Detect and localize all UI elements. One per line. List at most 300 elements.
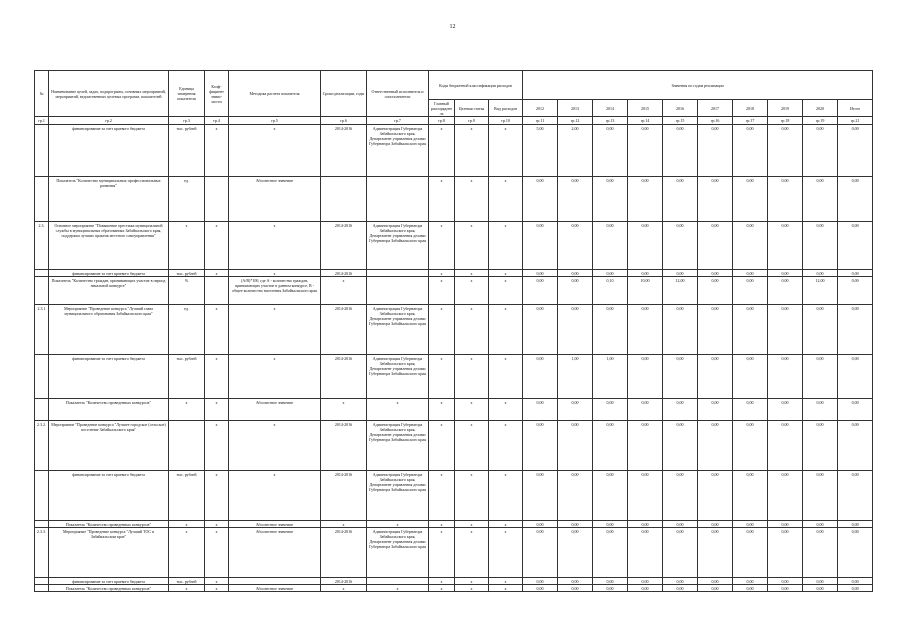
- row-executor: Администрация Губернатора Забайкальского края, Департамент управления делами Губернатора Забайкальского края: [367, 125, 429, 177]
- row-kbk-type: х: [489, 578, 523, 585]
- row-coef: х: [205, 270, 229, 277]
- row-kbk-type: х: [489, 421, 523, 471]
- row-value: 0,00: [838, 270, 873, 277]
- row-kbk-main: х: [429, 471, 455, 521]
- row-kbk-article: х: [455, 528, 489, 578]
- row-value: 0,00: [523, 270, 558, 277]
- row-value: 0,00: [628, 521, 663, 528]
- table-row: [35, 399, 873, 421]
- row-name: Мероприятие "Проведение конкурса "Лучший ТОС в Забайкальском крае": [49, 528, 169, 578]
- row-executor: Администрация Губернатора Забайкальского края, Департамент управления делами Губернатора Забайкальского края: [367, 305, 429, 355]
- row-value: 0,00: [838, 222, 873, 270]
- table-row: [35, 585, 873, 592]
- row-value: 0,00: [698, 471, 733, 521]
- row-kbk-type: х: [489, 521, 523, 528]
- row-kbk-article: х: [455, 125, 489, 177]
- row-value: 0,00: [663, 270, 698, 277]
- header-year: 2017: [698, 100, 733, 117]
- row-value: 0,00: [558, 270, 593, 277]
- table-row: [35, 528, 873, 578]
- row-period: х: [321, 399, 367, 421]
- row-value: 0,00: [628, 270, 663, 277]
- column-number: гр.4: [205, 117, 229, 125]
- row-value: 0,00: [733, 528, 768, 578]
- row-value: 0,00: [593, 399, 628, 421]
- header-row-1: [35, 71, 873, 100]
- row-value: 0,00: [558, 528, 593, 578]
- row-number: [35, 355, 49, 399]
- header-values: Значения по годам реализации: [523, 71, 873, 100]
- row-kbk-type: х: [489, 399, 523, 421]
- row-value: 10,00: [628, 277, 663, 305]
- row-value: 0,00: [838, 421, 873, 471]
- row-unit: тыс. рублей: [169, 125, 205, 177]
- row-name: Показатель "Количество проведенных конкурсов": [49, 399, 169, 421]
- row-executor: [367, 270, 429, 277]
- row-value: 0,00: [768, 578, 803, 585]
- row-value: 0,00: [768, 277, 803, 305]
- row-value: 0,00: [558, 177, 593, 222]
- row-value: 0,00: [593, 471, 628, 521]
- row-kbk-type: х: [489, 528, 523, 578]
- row-value: 0,00: [663, 521, 698, 528]
- header-unit: Единица измерения показателя: [169, 71, 205, 117]
- row-value: 0,00: [768, 421, 803, 471]
- row-value: 0,00: [663, 305, 698, 355]
- row-value: 0,00: [768, 585, 803, 592]
- row-value: 0,00: [558, 585, 593, 592]
- row-value: 0,00: [733, 585, 768, 592]
- row-name: Мероприятие "Проведение конкурса "Лучшее городское (сельское) поселение Забайкальского края": [49, 421, 169, 471]
- row-value: 0,00: [523, 528, 558, 578]
- row-kbk-article: х: [455, 471, 489, 521]
- row-executor: Администрация Губернатора Забайкальского края, Департамент управления делами Губернатора Забайкальского края: [367, 528, 429, 578]
- row-value: 0,00: [628, 585, 663, 592]
- row-kbk-main: х: [429, 125, 455, 177]
- row-unit: %: [169, 277, 205, 305]
- row-unit: тыс. рублей: [169, 355, 205, 399]
- row-period: 2014-2016: [321, 125, 367, 177]
- row-coef: х: [205, 222, 229, 270]
- row-unit: тыс. рублей: [169, 471, 205, 521]
- row-name: Мероприятие "Проведение конкурса "Лучший глава муниципального образования Забайкальского края": [49, 305, 169, 355]
- row-value: 0,00: [663, 471, 698, 521]
- row-value: 0,00: [593, 421, 628, 471]
- row-value: 0,00: [558, 305, 593, 355]
- row-value: 0,00: [768, 270, 803, 277]
- column-number: гр.5: [229, 117, 321, 125]
- row-coef: х: [205, 521, 229, 528]
- table-row: [35, 578, 873, 585]
- row-coef: х: [205, 528, 229, 578]
- row-executor: х: [367, 399, 429, 421]
- row-value: 0,00: [523, 177, 558, 222]
- row-period: х: [321, 277, 367, 305]
- row-method: [229, 578, 321, 585]
- row-value: 0,00: [803, 305, 838, 355]
- row-executor: Администрация Губернатора Забайкальского края, Департамент управления делами Губернатора Забайкальского края: [367, 421, 429, 471]
- row-value: 0,00: [593, 305, 628, 355]
- header-year: 2015: [628, 100, 663, 117]
- row-value: 0,00: [698, 177, 733, 222]
- row-period: 2014-2016: [321, 270, 367, 277]
- row-value: 0,00: [733, 125, 768, 177]
- table-row: [35, 270, 873, 277]
- column-number: гр.9: [455, 117, 489, 125]
- row-method: Абсолютное значение: [229, 399, 321, 421]
- header-executor: Ответственный исполнитель и соисполнители: [367, 71, 429, 117]
- header-kbk-col: Вид расходов: [489, 100, 523, 117]
- row-method: х: [229, 471, 321, 521]
- row-period: 2014-2016: [321, 471, 367, 521]
- row-period: 2014-2016: [321, 528, 367, 578]
- row-method: х: [229, 125, 321, 177]
- row-value: 0,00: [838, 399, 873, 421]
- row-unit: ед.: [169, 305, 205, 355]
- row-value: 0,00: [593, 125, 628, 177]
- row-value: 0,00: [838, 177, 873, 222]
- row-value: 0,00: [558, 222, 593, 270]
- header-year: 2016: [663, 100, 698, 117]
- row-value: 0,00: [838, 578, 873, 585]
- column-numbers-row: [35, 117, 873, 125]
- row-kbk-article: х: [455, 277, 489, 305]
- row-value: 0,00: [768, 528, 803, 578]
- column-number: гр.16: [698, 117, 733, 125]
- row-value: 0,00: [768, 222, 803, 270]
- column-number: гр.18: [768, 117, 803, 125]
- header-year: 2020: [803, 100, 838, 117]
- row-period: х: [321, 585, 367, 592]
- row-period: х: [321, 521, 367, 528]
- row-value: 0,00: [803, 399, 838, 421]
- row-value: 0,00: [593, 177, 628, 222]
- row-value: 0,00: [558, 578, 593, 585]
- row-unit: тыс. рублей: [169, 270, 205, 277]
- row-value: 0,00: [593, 521, 628, 528]
- row-unit: х: [169, 222, 205, 270]
- row-number: [35, 177, 49, 222]
- row-kbk-article: х: [455, 578, 489, 585]
- row-name: финансирование за счет краевого бюджета: [49, 471, 169, 521]
- row-value: 0,00: [558, 521, 593, 528]
- row-method: Абсолютное значение: [229, 585, 321, 592]
- row-kbk-main: х: [429, 355, 455, 399]
- row-value: 0,00: [698, 528, 733, 578]
- row-method: Абсолютное значение: [229, 528, 321, 578]
- row-executor: Администрация Губернатора Забайкальского края, Департамент управления делами Губернатора Забайкальского края: [367, 355, 429, 399]
- table-row: [35, 355, 873, 399]
- row-kbk-type: х: [489, 177, 523, 222]
- row-kbk-main: х: [429, 277, 455, 305]
- row-method: х: [229, 421, 321, 471]
- row-value: 0,00: [803, 222, 838, 270]
- row-value: 0,00: [593, 528, 628, 578]
- row-value: 0,00: [523, 421, 558, 471]
- row-value: 0,00: [733, 222, 768, 270]
- row-value: 0,00: [558, 277, 593, 305]
- row-unit: [169, 421, 205, 471]
- row-value: 0,00: [523, 399, 558, 421]
- table-row: [35, 125, 873, 177]
- row-kbk-article: х: [455, 521, 489, 528]
- column-number: гр.3: [169, 117, 205, 125]
- row-value: 0,00: [838, 528, 873, 578]
- row-coef: х: [205, 421, 229, 471]
- row-value: 0,00: [628, 399, 663, 421]
- row-name: финансирование за счет краевого бюджета: [49, 578, 169, 585]
- page-number: 12: [449, 24, 456, 30]
- row-kbk-article: х: [455, 305, 489, 355]
- row-value: 0,00: [558, 471, 593, 521]
- row-number: 2.3.: [35, 222, 49, 270]
- row-value: 0,00: [733, 578, 768, 585]
- row-method: х: [229, 355, 321, 399]
- row-value: 0,00: [593, 270, 628, 277]
- column-number: гр.13: [593, 117, 628, 125]
- row-number: [35, 578, 49, 585]
- row-coef: [205, 277, 229, 305]
- row-value: 0,00: [628, 471, 663, 521]
- header-coef: Коэф-фициент значи-мости: [205, 71, 229, 117]
- row-value: 0,00: [523, 578, 558, 585]
- row-value: 0,00: [733, 421, 768, 471]
- row-kbk-article: х: [455, 421, 489, 471]
- column-number: гр.1: [35, 117, 49, 125]
- table-row: [35, 521, 873, 528]
- row-value: 0,00: [803, 471, 838, 521]
- row-executor: Администрация Губернатора Забайкальского края, Департамент управления делами Губернатора Забайкальского края: [367, 222, 429, 270]
- row-value: 0,00: [628, 177, 663, 222]
- row-value: 0,00: [628, 528, 663, 578]
- row-kbk-main: х: [429, 222, 455, 270]
- row-value: 0,00: [768, 305, 803, 355]
- row-value: 0,00: [698, 270, 733, 277]
- row-period: 2014-2016: [321, 305, 367, 355]
- row-coef: х: [205, 125, 229, 177]
- row-value: 0,00: [698, 521, 733, 528]
- row-value: 0,00: [698, 355, 733, 399]
- row-value: 0,00: [698, 399, 733, 421]
- row-period: 2014-2016: [321, 355, 367, 399]
- row-kbk-type: х: [489, 471, 523, 521]
- row-value: 0,00: [733, 355, 768, 399]
- header-year: 2019: [768, 100, 803, 117]
- column-number: гр.17: [733, 117, 768, 125]
- header-no: №: [35, 71, 49, 117]
- row-value: 0,00: [733, 277, 768, 305]
- column-number: гр.14: [628, 117, 663, 125]
- row-coef: х: [205, 585, 229, 592]
- row-coef: х: [205, 578, 229, 585]
- row-kbk-type: х: [489, 222, 523, 270]
- row-coef: [205, 177, 229, 222]
- row-value: 0,00: [663, 355, 698, 399]
- row-name: финансирование за счет краевого бюджета: [49, 355, 169, 399]
- row-name: Основное мероприятие "Повышение престижа муниципальной службы в муниципальных образованиях Забайкальского края, поддержка лучших практик местного самоуправления": [49, 222, 169, 270]
- row-kbk-article: х: [455, 585, 489, 592]
- header-kbk: Коды бюджетной классификации расходов: [429, 71, 523, 100]
- row-kbk-article: х: [455, 355, 489, 399]
- row-unit: х: [169, 399, 205, 421]
- row-value: 5,00: [523, 125, 558, 177]
- row-kbk-type: х: [489, 355, 523, 399]
- row-executor: [367, 277, 429, 305]
- row-kbk-main: х: [429, 528, 455, 578]
- row-value: 0,00: [593, 578, 628, 585]
- row-value: 1,00: [593, 355, 628, 399]
- row-period: [321, 177, 367, 222]
- row-kbk-main: х: [429, 421, 455, 471]
- row-method: х: [229, 305, 321, 355]
- column-number: гр.8: [429, 117, 455, 125]
- row-value: 0,00: [628, 222, 663, 270]
- row-executor: х: [367, 521, 429, 528]
- column-number: гр.2: [49, 117, 169, 125]
- column-number: гр.19: [803, 117, 838, 125]
- row-value: 0,00: [523, 305, 558, 355]
- row-value: 0,00: [628, 578, 663, 585]
- row-executor: [367, 177, 429, 222]
- row-value: 0,00: [803, 125, 838, 177]
- row-number: [35, 125, 49, 177]
- row-value: 0,00: [803, 355, 838, 399]
- row-kbk-article: х: [455, 270, 489, 277]
- row-kbk-article: х: [455, 177, 489, 222]
- row-value: 0,00: [698, 125, 733, 177]
- row-value: 0,00: [663, 578, 698, 585]
- row-value: 0,00: [768, 177, 803, 222]
- row-value: 0,00: [733, 270, 768, 277]
- row-value: 0,00: [628, 421, 663, 471]
- row-kbk-main: х: [429, 521, 455, 528]
- row-kbk-main: х: [429, 399, 455, 421]
- row-value: 12,00: [663, 277, 698, 305]
- row-value: 0,00: [838, 585, 873, 592]
- row-value: 0,00: [803, 578, 838, 585]
- row-value: 0,00: [698, 277, 733, 305]
- row-value: 0,00: [698, 578, 733, 585]
- row-executor: Администрация Губернатора Забайкальского края, Департамент управления делами Губернатора Забайкальского края: [367, 471, 429, 521]
- row-value: 0,00: [838, 355, 873, 399]
- row-value: 0,10: [593, 277, 628, 305]
- row-number: [35, 270, 49, 277]
- header-name: Наименование целей, задач, подпрограмм, основных мероприятий, мероприятий, ведомственных целевых программ, показателей: [49, 71, 169, 117]
- row-period: 2014-2016: [321, 222, 367, 270]
- row-unit: х: [169, 585, 205, 592]
- row-value: 2,00: [558, 125, 593, 177]
- row-period: 2014-2016: [321, 578, 367, 585]
- row-value: 0,00: [698, 222, 733, 270]
- row-kbk-main: х: [429, 177, 455, 222]
- row-value: 0,00: [768, 355, 803, 399]
- table-row: [35, 277, 873, 305]
- row-value: 0,00: [558, 421, 593, 471]
- row-value: 0,00: [803, 521, 838, 528]
- row-unit: х: [169, 528, 205, 578]
- row-value: 0,00: [768, 399, 803, 421]
- table-row: [35, 177, 873, 222]
- row-kbk-type: х: [489, 585, 523, 592]
- row-kbk-main: х: [429, 305, 455, 355]
- row-value: 0,00: [803, 270, 838, 277]
- row-value: 0,00: [663, 421, 698, 471]
- row-kbk-type: х: [489, 270, 523, 277]
- row-value: 0,00: [733, 177, 768, 222]
- row-value: 0,00: [523, 521, 558, 528]
- row-unit: х: [169, 521, 205, 528]
- row-value: 0,00: [698, 585, 733, 592]
- row-value: 0,00: [628, 355, 663, 399]
- table-row: [35, 305, 873, 355]
- column-number: гр.6: [321, 117, 367, 125]
- row-value: 0,00: [803, 528, 838, 578]
- row-value: 0,00: [698, 305, 733, 355]
- table-body: [35, 125, 873, 592]
- row-value: 0,00: [593, 585, 628, 592]
- row-value: 0,00: [628, 125, 663, 177]
- row-value: 0,00: [733, 305, 768, 355]
- row-unit: тыс. рублей: [169, 578, 205, 585]
- row-kbk-type: х: [489, 125, 523, 177]
- row-kbk-article: х: [455, 399, 489, 421]
- row-executor: х: [367, 585, 429, 592]
- row-value: 0,00: [523, 471, 558, 521]
- row-value: 0,00: [698, 421, 733, 471]
- row-value: 0,00: [838, 305, 873, 355]
- row-value: 0,00: [663, 399, 698, 421]
- row-value: 0,00: [663, 222, 698, 270]
- row-name: Показатель "Количество граждан, принимающих участие в период начальной конкурсе": [49, 277, 169, 305]
- row-method: Абсолютное значение: [229, 521, 321, 528]
- column-number: гр.11: [523, 117, 558, 125]
- row-value: 0,00: [803, 585, 838, 592]
- row-value: 0,00: [803, 177, 838, 222]
- column-number: гр.15: [663, 117, 698, 125]
- row-value: 0,00: [838, 521, 873, 528]
- header-year: 2013: [558, 100, 593, 117]
- row-coef: х: [205, 355, 229, 399]
- row-coef: х: [205, 399, 229, 421]
- row-kbk-article: х: [455, 222, 489, 270]
- row-number: 2.3.3.: [35, 528, 49, 578]
- row-value: 0,00: [593, 222, 628, 270]
- row-number: [35, 399, 49, 421]
- column-number: гр.21: [838, 117, 873, 125]
- row-kbk-type: х: [489, 277, 523, 305]
- row-kbk-type: х: [489, 305, 523, 355]
- row-value: 0,00: [838, 125, 873, 177]
- row-unit: ед.: [169, 177, 205, 222]
- row-value: 0,00: [768, 521, 803, 528]
- row-number: [35, 521, 49, 528]
- row-coef: х: [205, 471, 229, 521]
- row-name: Показатель "Количество муниципальных профессиональных развития": [49, 177, 169, 222]
- row-executor: [367, 578, 429, 585]
- header-year: 2014: [593, 100, 628, 117]
- row-value: 0,00: [628, 305, 663, 355]
- row-value: 0,00: [523, 222, 558, 270]
- column-number: гр.12: [558, 117, 593, 125]
- header-year: 2018: [733, 100, 768, 117]
- row-value: 1,00: [558, 355, 593, 399]
- row-value: 0,00: [803, 421, 838, 471]
- row-value: 0,00: [663, 528, 698, 578]
- column-number: гр.10: [489, 117, 523, 125]
- row-method: х: [229, 222, 321, 270]
- row-name: финансирование за счет краевого бюджета: [49, 270, 169, 277]
- row-method: х: [229, 270, 321, 277]
